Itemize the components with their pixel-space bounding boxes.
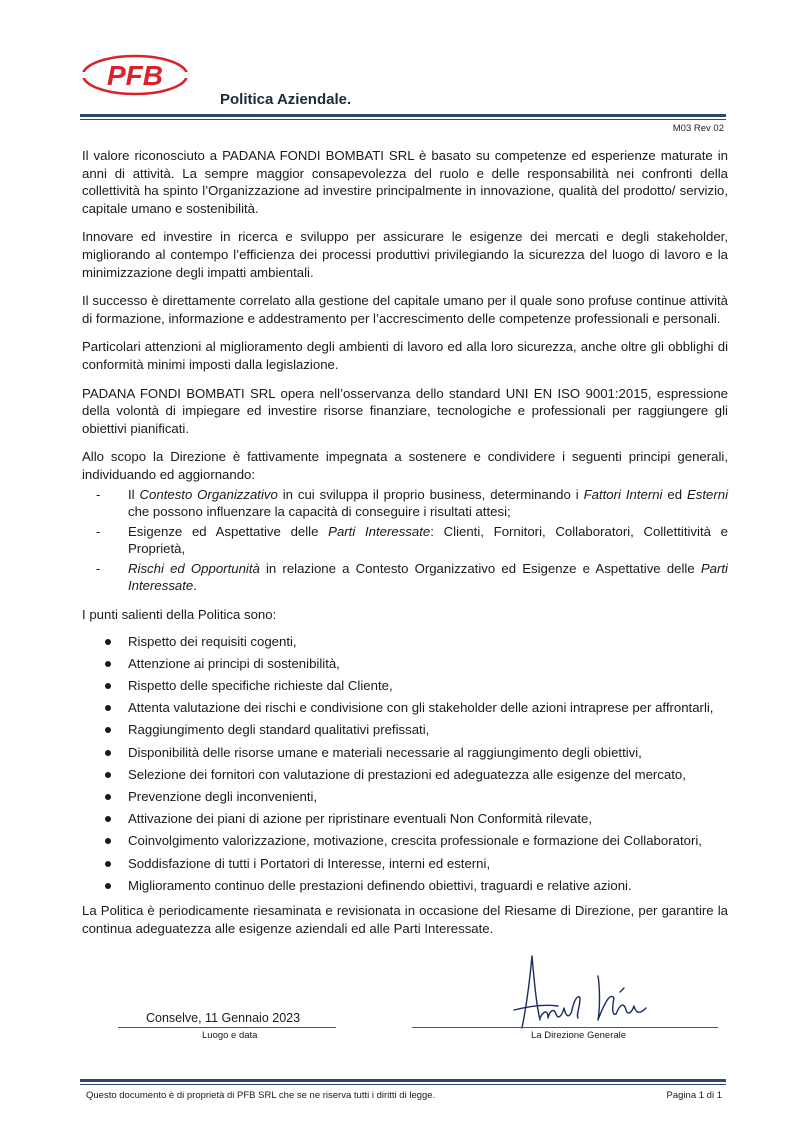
paragraph: Particolari attenzioni al miglioramento degli ambienti di lavoro ed alla loro sicurezza, anche oltre gli obblighi di conformità minimi imposti dalla legislazione.: [82, 339, 728, 372]
page-number: Pagina 1 di 1: [666, 1090, 722, 1101]
paragraph: Innovare ed investire in ricerca e sviluppo per assicurare le esigenze dei mercati e degli stakeholder, migliorando al contempo l’efficienza dei processi produttivi privilegiando la sicurezza del luogo di lavoro e la minimizzazione degli impatti ambientali.: [82, 229, 728, 280]
signature-line-left: [118, 1027, 336, 1028]
signatory-role: La Direzione Generale: [531, 1030, 627, 1041]
dash-marker: -: [96, 486, 101, 502]
pfb-logo: [80, 52, 190, 98]
list-item: - Esigenze ed Aspettative delle Parti Interessate: Clienti, Fornitori, Collaboratori, Collettitività e Proprietà,: [96, 523, 728, 557]
revision-code: M03 Rev 02: [672, 123, 724, 134]
bullet-icon: [105, 727, 111, 733]
list-item: Rispetto dei requisiti cogenti,: [82, 633, 728, 651]
ownership-notice: Questo documento è di proprietà di PFB SRL che se ne riserva tutti i diritti di legge.: [86, 1090, 436, 1101]
bullet-icon: [105, 883, 111, 889]
bullet-icon: [105, 639, 111, 645]
list-item: Raggiungimento degli standard qualitativi prefissati,: [82, 721, 728, 739]
list-item: Miglioramento continuo delle prestazioni definendo obiettivi, traguardi e relative azioni.: [82, 877, 728, 895]
paragraph: Il successo è direttamente correlato alla gestione del capitale umano per il quale sono profuse continue attività di formazione, informazione e addestramento per l’accrescimento delle competenze professionali e personali.: [82, 293, 728, 326]
paragraph: La Politica è periodicamente riesaminata e revisionata in occasione del Riesame di Direzione, per garantire la continua adeguatezza alle esigenze aziendali ed alle Parti Interessate.: [82, 903, 728, 936]
bullet-icon: [105, 661, 111, 667]
list-item: Rispetto delle specifiche richieste dal Cliente,: [82, 677, 728, 695]
policy-points-list: [82, 633, 728, 895]
bullet-icon: [105, 772, 111, 778]
paragraph: PADANA FONDI BOMBATI SRL opera nell’osservanza dello standard UNI EN ISO 9001:2015, espressione della volontà di impiegare ed investire risorse finanziare, tecnologiche e professionali per raggiungere gli obiettivi pianificati.: [82, 385, 728, 436]
footer-rule-thin: [80, 1084, 726, 1085]
bullet-icon: [105, 794, 111, 800]
document-title: Politica Aziendale.: [220, 91, 352, 108]
logo-text: PFB: [107, 60, 163, 91]
principles-list: [82, 486, 728, 596]
paragraph: I punti salienti della Politica sono:: [82, 607, 277, 623]
bullet-icon: [105, 705, 111, 711]
list-item: Prevenzione degli inconvenienti,: [82, 788, 728, 806]
bullet-icon: [105, 861, 111, 867]
list-item: Selezione dei fornitori con valutazione di prestazioni ed adeguatezza alle esigenze del mercato,: [82, 766, 728, 784]
list-item: - Il Contesto Organizzativo in cui sviluppa il proprio business, determinando i Fattori Interni ed Esterni che possono influenzare la capacità di conseguire i risultati attesi;: [96, 486, 728, 520]
bullet-icon: [105, 816, 111, 822]
list-item: - Rischi ed Opportunità in relazione a Contesto Organizzativo ed Esigenze e Aspettative delle Parti Interessate.: [96, 560, 728, 594]
list-item: Attenta valutazione dei rischi e condivisione con gli stakeholder delle azioni intraprese per affrontarli,: [82, 699, 728, 717]
bullet-icon: [105, 750, 111, 756]
list-item: Attivazione dei piani di azione per ripristinare eventuali Non Conformità rilevate,: [82, 810, 728, 828]
header-rule-thin: [80, 119, 726, 120]
header-rule: [80, 114, 726, 117]
place-date-label: Luogo e data: [202, 1030, 258, 1041]
bullet-icon: [105, 838, 111, 844]
list-item: Soddisfazione di tutti i Portatori di Interesse, interni ed esterni,: [82, 855, 728, 873]
list-item: Attenzione ai principi di sostenibilità,: [82, 655, 728, 673]
list-item: Disponibilità delle risorse umane e materiali necessarie al raggiungimento degli obiettivi,: [82, 744, 728, 762]
signature-line-right: [412, 1027, 718, 1028]
bullet-icon: [105, 683, 111, 689]
document-body: [82, 147, 728, 949]
footer-rule: [80, 1079, 726, 1082]
dash-marker: -: [96, 523, 101, 539]
list-item: Coinvolgimento valorizzazione, motivazione, crescita professionale e formazione dei Collaboratori,: [82, 832, 728, 850]
paragraph: Il valore riconosciuto a PADANA FONDI BOMBATI SRL è basato su competenze ed esperienze maturate in anni di attività. La sempre maggior consapevolezza del ruolo e delle responsabilità nei confronti della collettività ha spinto l’Organizzazione ad investire principalmente in innovazione, qualità del prodotto/ servizio, capitale umano e sostenibilità.: [82, 148, 728, 216]
dash-marker: -: [96, 560, 101, 576]
place-date: Conselve, 11 Gennaio 2023: [146, 1011, 301, 1025]
paragraph: Allo scopo la Direzione è fattivamente impegnata a sostenere e condividere i seguenti principi generali, individuando ed aggiornando:: [82, 449, 728, 482]
